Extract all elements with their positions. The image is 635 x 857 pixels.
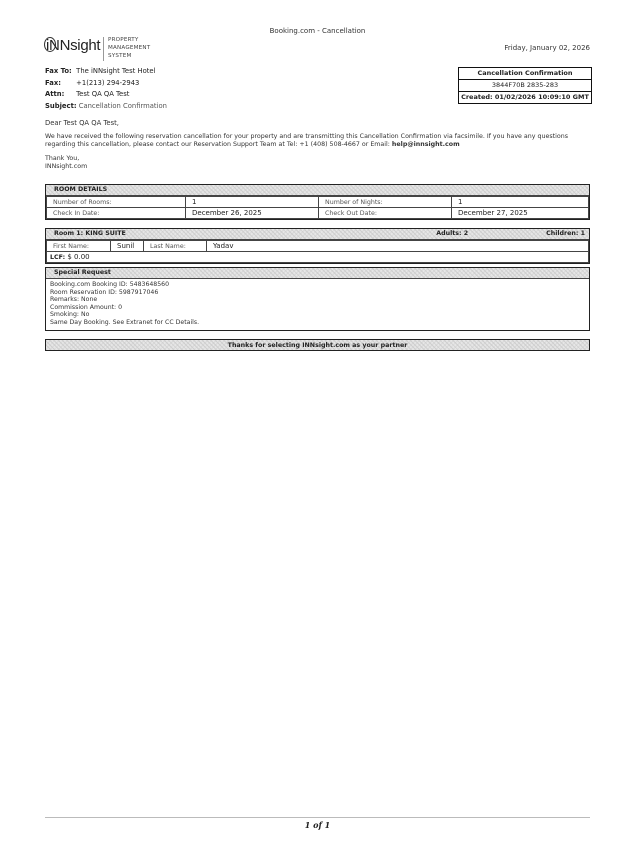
room-details-section (45, 184, 590, 220)
table-row (47, 241, 589, 252)
special-request-header: Special Request (46, 268, 589, 279)
table-row (47, 208, 589, 219)
logo-brand (44, 37, 100, 54)
checkin-value: December 26, 2025 (186, 208, 319, 219)
first-name-value: Sunil (111, 241, 144, 252)
letter-body (45, 119, 595, 177)
subject-value: Cancellation Confirmation (78, 101, 167, 110)
lcf-label: LCF: (50, 254, 66, 261)
lcf-value: $ 0.00 (65, 253, 90, 261)
attn-value: Test QA QA Test (76, 90, 130, 98)
fax-to-row (45, 66, 167, 78)
room-reservation-id-line: Room Reservation ID: 5987917046 (50, 288, 159, 296)
page-number: 1 of 1 (304, 820, 331, 830)
room1-section (45, 228, 590, 264)
fax-value: +1(213) 294-2943 (76, 78, 140, 87)
fax-to-label: Fax To: (45, 67, 72, 75)
guest-name-table (46, 240, 589, 263)
booking-id-line: Booking.com Booking ID: 5483648560 (50, 281, 170, 288)
rooms-value: 1 (186, 197, 319, 208)
thanks-banner: Thanks for selecting INNsight.com as your partner (45, 339, 590, 351)
fax-to-value: The iNNsight Test Hotel (76, 67, 156, 75)
innsight-logo (44, 35, 159, 63)
last-name-value: Yadav (207, 241, 589, 252)
room1-title: Room 1: KING SUITE (54, 230, 126, 237)
same-day-booking-line: Same Day Booking. See Extranet for CC Details. (50, 318, 200, 326)
confirmation-box (458, 67, 592, 104)
lcf-cell (47, 252, 589, 263)
table-row (47, 197, 589, 208)
room1-header (46, 229, 589, 240)
support-email-link[interactable]: help@innsight.com (391, 141, 460, 148)
fax-header-block (45, 66, 167, 112)
logo-sub-line: MANAGEMENT (108, 45, 151, 51)
greeting: Dear Test QA QA Test, (45, 119, 119, 127)
logo-sub-line: SYSTEM (108, 53, 132, 59)
signoff (45, 155, 595, 171)
first-name-label: First Name: (47, 241, 111, 252)
confirmation-number: 3844F70B 2835-283 (459, 80, 591, 92)
attn-label: Attn: (45, 90, 65, 98)
confirmation-created: Created: 01/02/2026 10:09:10 GMT (461, 93, 589, 101)
special-request-section (45, 267, 590, 331)
subject-label: Subject: (45, 101, 77, 110)
room-details-header: ROOM DETAILS (46, 185, 589, 196)
letter-text: We have received the following reservation cancellation for your property and are transmitting this Cancellation Confirmation via facsimile. If you have any questions regarding this cancellation, please contact our Reservation Support Team at Tel: +1 (408) 508-4667 or Email: (45, 133, 568, 148)
letter-paragraph (45, 133, 595, 149)
fax-label: Fax: (45, 78, 61, 87)
document-title: Booking.com - Cancellation (269, 27, 366, 35)
logo-divider (103, 37, 104, 61)
adults-count: Adults: 2 (436, 230, 469, 237)
subject-row (45, 101, 167, 113)
table-row (47, 252, 589, 263)
logo-sub-line: PROPERTY (108, 37, 139, 43)
rooms-label: Number of Rooms: (47, 197, 186, 208)
room-details-table (46, 196, 589, 219)
checkout-value: December 27, 2025 (452, 208, 589, 219)
smoking-line: Smoking: No (50, 311, 90, 319)
commission-line: Commission Amount: 0 (50, 303, 123, 311)
nights-label: Number of Nights: (319, 197, 452, 208)
signoff-text: Thank You, (45, 155, 80, 162)
children-count: Children: 1 (546, 230, 585, 237)
checkin-label: Check In Date: (47, 208, 186, 219)
checkout-label: Check Out Date: (319, 208, 452, 219)
fax-row (45, 78, 167, 90)
confirmation-title: Cancellation Confirmation (459, 68, 591, 80)
logo-text: iNNsight (46, 37, 101, 54)
logo-subtitle (108, 36, 150, 60)
document-date: Friday, January 02, 2026 (504, 44, 590, 52)
nights-value: 1 (452, 197, 589, 208)
occupancy (436, 229, 585, 239)
last-name-label: Last Name: (144, 241, 207, 252)
attn-row (45, 89, 167, 101)
signature: INNsight.com (45, 163, 88, 170)
remarks-line: Remarks: None (50, 296, 98, 304)
special-request-body (46, 279, 589, 330)
footer-divider (45, 817, 590, 818)
